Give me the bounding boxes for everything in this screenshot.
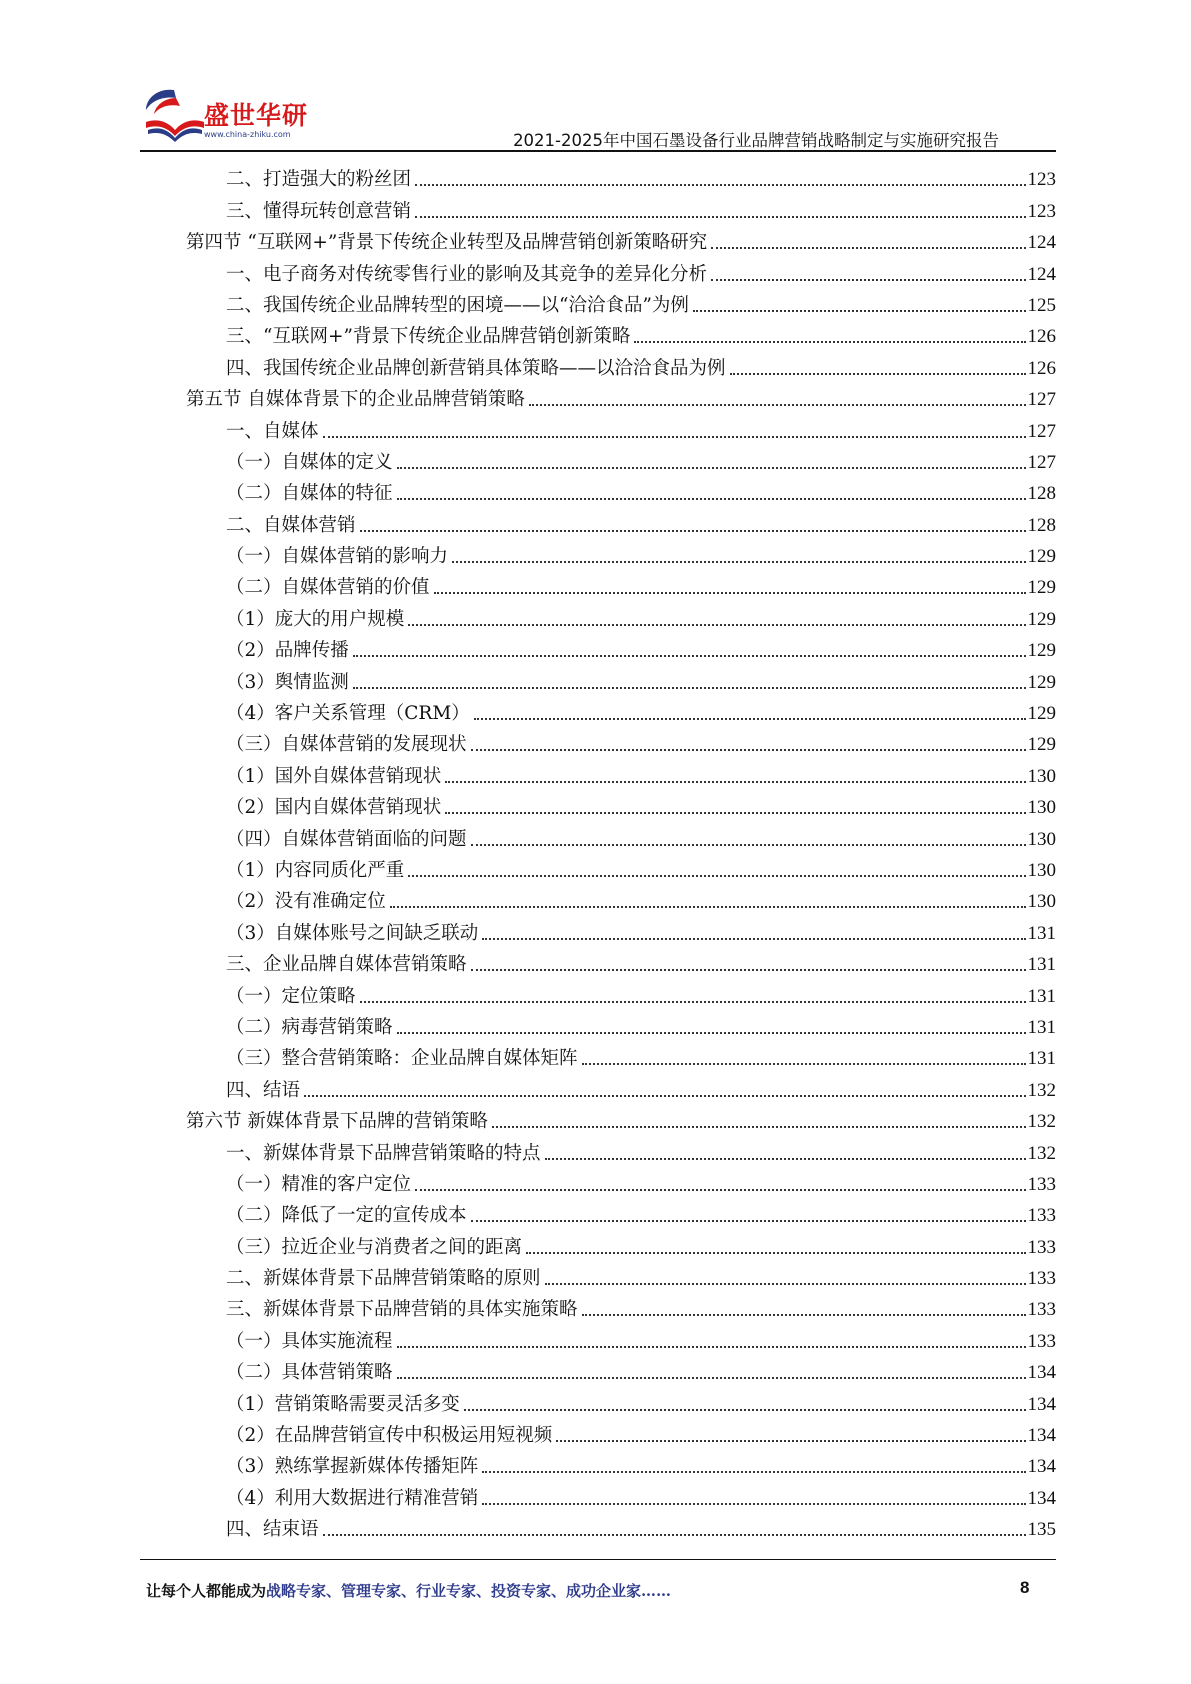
toc-entry[interactable]: [186, 254, 1056, 285]
toc-entry-page: 135: [1027, 1519, 1056, 1541]
toc-entry-page: 133: [1027, 1330, 1056, 1352]
toc-entry-title: （一）定位策略: [226, 985, 356, 1007]
toc-dot-leader: [360, 1001, 1026, 1003]
toc-dot-leader: [397, 1032, 1026, 1034]
toc-dot-leader: [545, 1283, 1026, 1285]
toc-entry-page: 130: [1027, 828, 1056, 850]
toc-entry-page: 129: [1027, 734, 1056, 756]
toc-entry[interactable]: [186, 537, 1056, 568]
toc-entry-title: （一）自媒体营销的影响力: [226, 546, 449, 568]
toc-entry[interactable]: [186, 1039, 1056, 1070]
toc-entry[interactable]: [186, 1070, 1056, 1101]
toc-entry-title: （2）没有准确定位: [226, 891, 386, 913]
toc-entry-title: （二）具体营销策略: [226, 1362, 393, 1384]
toc-dot-leader: [323, 1534, 1026, 1536]
toc-dot-leader: [353, 655, 1026, 657]
toc-entry-title: （二）病毒营销策略: [226, 1016, 393, 1038]
toc-entry-title: （1）庞大的用户规模: [226, 608, 405, 630]
toc-entry-title: （三）拉近企业与消费者之间的距离: [226, 1236, 523, 1258]
toc-dot-leader: [471, 969, 1026, 971]
toc-entry-page: 132: [1027, 1079, 1056, 1101]
toc-entry-page: 131: [1027, 1016, 1056, 1038]
toc-dot-leader: [445, 812, 1025, 814]
toc-entry-title: 一、新媒体背景下品牌营销策略的特点: [226, 1142, 541, 1164]
toc-entry-page: 131: [1027, 922, 1056, 944]
toc-entry-page: 134: [1027, 1487, 1056, 1509]
toc-entry-title: （2）品牌传播: [226, 640, 349, 662]
toc-entry[interactable]: [186, 348, 1056, 379]
toc-dot-leader: [408, 875, 1025, 877]
toc-entry-title: （一）具体实施流程: [226, 1330, 393, 1352]
toc-dot-leader: [397, 467, 1026, 469]
toc-dot-leader: [582, 1314, 1026, 1316]
toc-entry-page: 129: [1027, 640, 1056, 662]
toc-dot-leader: [471, 749, 1026, 751]
toc-entry-title: （2）在品牌营销宣传中积极运用短视频: [226, 1425, 553, 1447]
toc-dot-leader: [634, 341, 1025, 343]
toc-entry-title: 三、“互联网+”背景下传统企业品牌营销创新策略: [226, 326, 631, 348]
toc-entry[interactable]: [186, 976, 1056, 1007]
toc-entry-page: 134: [1027, 1362, 1056, 1384]
toc-entry-page: 133: [1027, 1173, 1056, 1195]
toc-entry-page: 132: [1027, 1142, 1056, 1164]
toc-entry[interactable]: [186, 882, 1056, 913]
toc-dot-leader: [390, 906, 1026, 908]
toc-entry-title: （4）客户关系管理（CRM）: [226, 703, 470, 725]
toc-dot-leader: [445, 781, 1025, 783]
toc-entry-title: 四、我国传统企业品牌创新营销具体策略——以洽洽食品为例: [226, 357, 726, 379]
toc-entry-title: 三、懂得玩转创意营销: [226, 200, 412, 222]
toc-dot-leader: [397, 498, 1026, 500]
toc-dot-leader: [482, 938, 1025, 940]
toc-entry[interactable]: [186, 1416, 1056, 1447]
toc-dot-leader: [415, 184, 1025, 186]
toc-dot-leader: [474, 718, 1026, 720]
toc-dot-leader: [471, 1220, 1026, 1222]
toc-entry[interactable]: [186, 913, 1056, 944]
toc-entry-title: （3）熟练掌握新媒体传播矩阵: [226, 1456, 479, 1478]
toc-entry[interactable]: [186, 1008, 1056, 1039]
toc-entry[interactable]: [186, 223, 1056, 254]
toc-dot-leader: [464, 1409, 1026, 1411]
toc-entry[interactable]: [186, 599, 1056, 630]
toc-entry-page: 133: [1027, 1268, 1056, 1290]
toc-entry-page: 134: [1027, 1456, 1056, 1478]
toc-entry-page: 130: [1027, 891, 1056, 913]
toc-dot-leader: [408, 624, 1025, 626]
toc-entry-page: 130: [1027, 765, 1056, 787]
toc-entry[interactable]: [186, 286, 1056, 317]
toc-entry[interactable]: [186, 1102, 1056, 1133]
toc-entry-page: 133: [1027, 1299, 1056, 1321]
toc-entry-page: 130: [1027, 859, 1056, 881]
toc-entry-title: 四、结语: [226, 1079, 301, 1101]
toc-entry-title: 三、新媒体背景下品牌营销的具体实施策略: [226, 1299, 578, 1321]
toc-entry[interactable]: [186, 191, 1056, 222]
toc-entry-title: （四）自媒体营销面临的问题: [226, 828, 467, 850]
footer-divider: [140, 1559, 1056, 1560]
toc-entry-page: 126: [1027, 326, 1056, 348]
toc-entry-page: 131: [1027, 954, 1056, 976]
toc-dot-leader: [529, 404, 1026, 406]
toc-entry[interactable]: [186, 317, 1056, 348]
toc-entry[interactable]: [186, 443, 1056, 474]
toc-entry-page: 133: [1027, 1236, 1056, 1258]
toc-entry[interactable]: [186, 788, 1056, 819]
footer-slogan: [146, 1580, 671, 1601]
toc-entry[interactable]: [186, 1165, 1056, 1196]
toc-entry-page: 132: [1027, 1111, 1056, 1133]
toc-entry[interactable]: [186, 1196, 1056, 1227]
toc-entry[interactable]: [186, 1447, 1056, 1478]
toc-entry-page: 129: [1027, 608, 1056, 630]
toc-entry[interactable]: [186, 568, 1056, 599]
toc-entry[interactable]: [186, 1290, 1056, 1321]
toc-entry[interactable]: [186, 474, 1056, 505]
toc-entry-page: 129: [1027, 546, 1056, 568]
toc-dot-leader: [452, 561, 1025, 563]
toc-entry[interactable]: [186, 1133, 1056, 1164]
toc-dot-leader: [360, 530, 1026, 532]
toc-entry[interactable]: [186, 662, 1056, 693]
header-divider: [140, 150, 1056, 152]
toc-entry[interactable]: [186, 1259, 1056, 1290]
toc-entry-page: 128: [1027, 514, 1056, 536]
toc-entry-title: 第六节 新媒体背景下品牌的营销策略: [186, 1111, 488, 1133]
toc-entry-title: 二、打造强大的粉丝团: [226, 169, 412, 191]
toc-entry-title: （二）自媒体营销的价值: [226, 577, 430, 599]
toc-entry-title: （1）国外自媒体营销现状: [226, 765, 442, 787]
toc-entry-title: 四、结束语: [226, 1519, 319, 1541]
toc-entry-page: 127: [1027, 389, 1056, 411]
toc-entry[interactable]: [186, 411, 1056, 442]
toc-entry[interactable]: [186, 819, 1056, 850]
toc-entry[interactable]: [186, 1384, 1056, 1415]
page-header: [0, 0, 1191, 150]
toc-dot-leader: [482, 1471, 1025, 1473]
toc-entry-page: 128: [1027, 483, 1056, 505]
toc-entry[interactable]: [186, 694, 1056, 725]
toc-entry-page: 123: [1027, 169, 1056, 191]
toc-entry-title: （三）整合营销策略：企业品牌自媒体矩阵: [226, 1048, 578, 1070]
document-title: 2021-2025年中国石墨设备行业品牌营销战略制定与实施研究报告: [513, 131, 999, 150]
toc-entry-title: （1）内容同质化严重: [226, 859, 405, 881]
toc-entry-page: 124: [1027, 263, 1056, 285]
toc-entry-title: （4）利用大数据进行精准营销: [226, 1487, 479, 1509]
toc-dot-leader: [304, 1095, 1025, 1097]
toc-entry[interactable]: [186, 631, 1056, 662]
toc-entry-page: 123: [1027, 200, 1056, 222]
toc-dot-leader: [415, 1189, 1025, 1191]
toc-entry[interactable]: [186, 1227, 1056, 1258]
toc-entry[interactable]: [186, 1321, 1056, 1352]
footer-slogan-lead: 让每个人都能成为: [146, 1582, 267, 1600]
toc-entry[interactable]: [186, 725, 1056, 756]
toc-entry-title: （3）自媒体账号之间缺乏联动: [226, 922, 479, 944]
footer-slogan-highlight: 战略专家、管理专家、行业专家、投资专家、成功企业家……: [266, 1582, 672, 1600]
toc-entry-title: （一）精准的客户定位: [226, 1173, 412, 1195]
toc-entry-page: 134: [1027, 1393, 1056, 1415]
toc-entry-title: 一、电子商务对传统零售行业的影响及其竞争的差异化分析: [226, 263, 708, 285]
toc-entry[interactable]: [186, 851, 1056, 882]
toc-entry-page: 127: [1027, 420, 1056, 442]
logo-name: 盛世华研: [204, 101, 309, 130]
toc-entry-page: 126: [1027, 357, 1056, 379]
toc-entry-title: 第四节 “互联网+”背景下传统企业转型及品牌营销创新策略研究: [186, 232, 708, 254]
toc-entry-title: （一）自媒体的定义: [226, 451, 393, 473]
toc-entry-page: 129: [1027, 671, 1056, 693]
toc-dot-leader: [397, 1377, 1026, 1379]
toc-dot-leader: [526, 1252, 1025, 1254]
toc-entry-page: 125: [1027, 294, 1056, 316]
toc-entry-page: 127: [1027, 451, 1056, 473]
logo-book-icon: [140, 84, 210, 148]
toc-entry-title: 二、新媒体背景下品牌营销策略的原则: [226, 1268, 541, 1290]
toc-entry-page: 124: [1027, 232, 1056, 254]
toc-entry-page: 134: [1027, 1425, 1056, 1447]
toc-dot-leader: [397, 1346, 1026, 1348]
toc-dot-leader: [711, 247, 1025, 249]
toc-entry-title: 二、我国传统企业品牌转型的困境——以“洽洽食品”为例: [226, 294, 689, 316]
toc-dot-leader: [711, 279, 1025, 281]
logo-url: www.china-zhiku.com: [204, 130, 291, 139]
toc-dot-leader: [323, 436, 1026, 438]
toc-entry-page: 131: [1027, 1048, 1056, 1070]
toc-dot-leader: [730, 373, 1026, 375]
toc-dot-leader: [471, 844, 1026, 846]
toc-entry[interactable]: [186, 160, 1056, 191]
toc-dot-leader: [415, 216, 1025, 218]
table-of-contents: [186, 160, 1056, 1541]
toc-entry-title: （三）自媒体营销的发展现状: [226, 734, 467, 756]
toc-entry[interactable]: [186, 945, 1056, 976]
toc-entry-title: 第五节 自媒体背景下的企业品牌营销策略: [186, 389, 525, 411]
toc-entry[interactable]: [186, 380, 1056, 411]
toc-entry[interactable]: [186, 756, 1056, 787]
toc-entry-title: （二）自媒体的特征: [226, 483, 393, 505]
toc-dot-leader: [693, 310, 1026, 312]
company-logo: [140, 84, 310, 150]
toc-dot-leader: [492, 1126, 1026, 1128]
page-number: 8: [1020, 1578, 1030, 1597]
toc-entry-title: 三、企业品牌自媒体营销策略: [226, 954, 467, 976]
toc-entry-title: （1）营销策略需要灵活多变: [226, 1393, 460, 1415]
toc-entry-title: （二）降低了一定的宣传成本: [226, 1205, 467, 1227]
toc-entry[interactable]: [186, 505, 1056, 536]
toc-entry-page: 129: [1027, 703, 1056, 725]
toc-entry-page: 133: [1027, 1205, 1056, 1227]
toc-entry-title: 二、自媒体营销: [226, 514, 356, 536]
toc-entry-page: 130: [1027, 797, 1056, 819]
toc-entry-page: 129: [1027, 577, 1056, 599]
toc-entry[interactable]: [186, 1353, 1056, 1384]
toc-entry[interactable]: [186, 1478, 1056, 1509]
toc-entry[interactable]: [186, 1510, 1056, 1541]
toc-dot-leader: [582, 1063, 1026, 1065]
toc-dot-leader: [434, 592, 1026, 594]
toc-dot-leader: [556, 1440, 1025, 1442]
toc-dot-leader: [353, 687, 1026, 689]
toc-dot-leader: [482, 1503, 1025, 1505]
toc-entry-title: （3）舆情监测: [226, 671, 349, 693]
toc-dot-leader: [545, 1158, 1026, 1160]
toc-entry-title: 一、自媒体: [226, 420, 319, 442]
toc-entry-page: 131: [1027, 985, 1056, 1007]
toc-entry-title: （2）国内自媒体营销现状: [226, 797, 442, 819]
